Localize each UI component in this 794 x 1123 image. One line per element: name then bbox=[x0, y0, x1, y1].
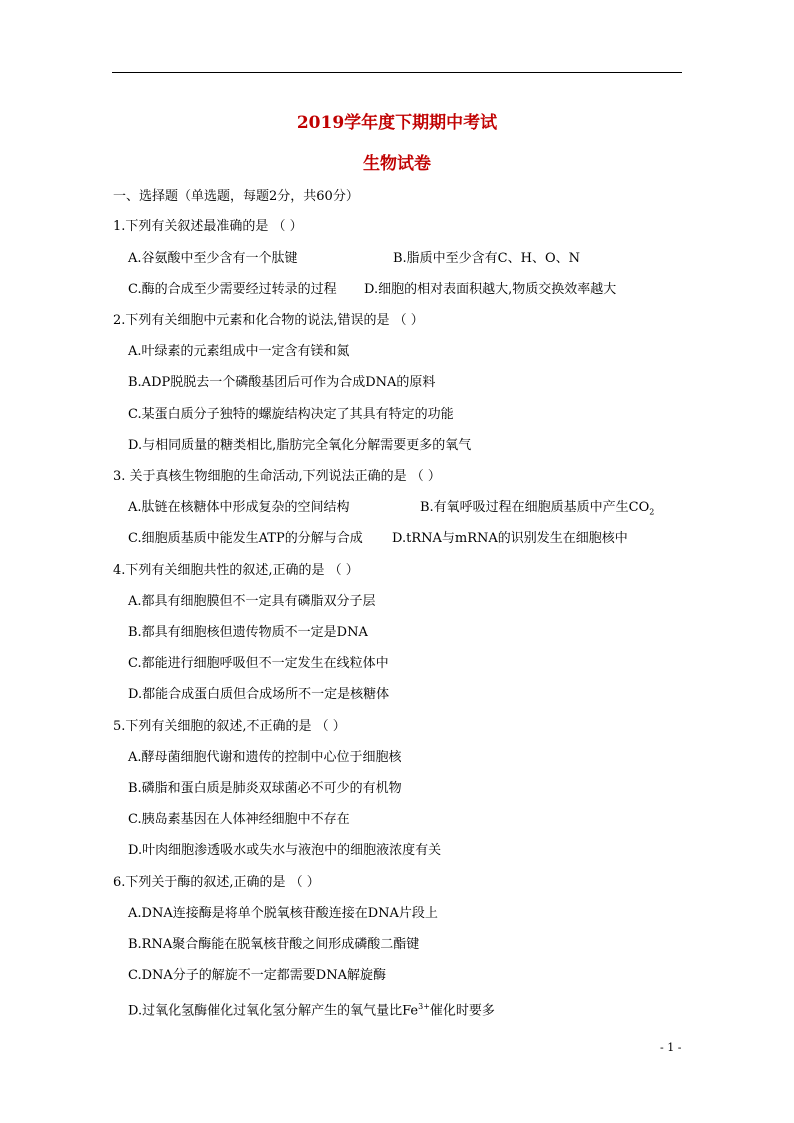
question-6-stem: 6.下列关于酶的叙述,正确的是 （ ） bbox=[113, 875, 320, 890]
question-1-stem: 1.下列有关叙述最准确的是 （ ） bbox=[113, 219, 303, 234]
question-3-option-c: C.细胞质基质中能发生ATP的分解与合成 bbox=[128, 531, 363, 546]
co2-subscript: 2 bbox=[649, 507, 655, 517]
question-4-option-b: B.都具有细胞核但遗传物质不一定是DNA bbox=[128, 625, 368, 640]
question-6-option-d-pre: D.过氧化氢酶催化过氧化氢分解产生的氧气量比Fe bbox=[128, 1003, 419, 1019]
question-6-option-b: B.RNA聚合酶能在脱氧核苷酸之间形成磷酸二酯键 bbox=[128, 937, 420, 952]
question-6-option-c: C.DNA分子的解旋不一定都需要DNA解旋酶 bbox=[128, 968, 386, 983]
question-1-option-a: A.谷氨酸中至少含有一个肽键 bbox=[128, 251, 298, 266]
question-5-option-b: B.磷脂和蛋白质是肺炎双球菌必不可少的有机物 bbox=[128, 781, 402, 796]
question-6-option-d bbox=[128, 998, 495, 1020]
question-6-option-a: A.DNA连接酶是将单个脱氧核苷酸连接在DNA片段上 bbox=[128, 906, 438, 921]
question-5-option-c: C.胰岛素基因在人体神经细胞中不存在 bbox=[128, 812, 350, 827]
question-6-option-d-post: 催化时要多 bbox=[429, 1003, 495, 1019]
question-5-option-a: A.酵母菌细胞代谢和遗传的控制中心位于细胞核 bbox=[128, 750, 402, 765]
question-3-option-b bbox=[420, 499, 654, 522]
question-1-option-d: D.细胞的相对表面积越大,物质交换效率越大 bbox=[364, 282, 617, 297]
exam-title: 2019学年度下期期中考试 bbox=[296, 113, 498, 133]
question-2-stem: 2.下列有关细胞中元素和化合物的说法,错误的是 （ ） bbox=[113, 313, 424, 328]
question-2-option-a: A.叶绿素的元素组成中一定含有镁和氮 bbox=[128, 344, 350, 359]
question-4-option-d: D.都能合成蛋白质但合成场所不一定是核糖体 bbox=[128, 687, 390, 702]
page-number: - 1 - bbox=[660, 1041, 682, 1054]
question-4-option-a: A.都具有细胞膜但不一定具有磷脂双分子层 bbox=[128, 594, 376, 609]
question-3-option-d: D.tRNA与mRNA的识别发生在细胞核中 bbox=[392, 531, 628, 546]
header-rule bbox=[112, 72, 682, 73]
question-4-option-c: C.都能进行细胞呼吸但不一定发生在线粒体中 bbox=[128, 656, 389, 671]
question-3-option-b-text: B.有氧呼吸过程在细胞质基质中产生CO bbox=[420, 500, 650, 515]
question-5-stem: 5.下列有关细胞的叙述,不正确的是 （ ） bbox=[113, 719, 346, 734]
fe3-superscript: 3+ bbox=[418, 1002, 430, 1011]
question-3-stem: 3. 关于真核生物细胞的生命活动,下列说法正确的是 （ ） bbox=[113, 469, 441, 484]
question-3-option-a: A.肽链在核糖体中形成复杂的空间结构 bbox=[128, 500, 350, 515]
question-2-option-b: B.ADP脱脱去一个磷酸基团后可作为合成DNA的原料 bbox=[128, 375, 436, 390]
exam-subtitle: 生物试卷 bbox=[363, 154, 431, 174]
question-1-option-b: B.脂质中至少含有C、H、O、N bbox=[393, 251, 581, 266]
section-heading: 一、选择题（单选题，每题2分，共60分） bbox=[113, 189, 359, 204]
question-4-stem: 4.下列有关细胞共性的叙述,正确的是 （ ） bbox=[113, 563, 359, 578]
question-2-option-c: C.某蛋白质分子独特的螺旋结构决定了其具有特定的功能 bbox=[128, 407, 454, 422]
question-5-option-d: D.叶肉细胞渗透吸水或失水与液泡中的细胞液浓度有关 bbox=[128, 843, 442, 858]
question-2-option-d: D.与相同质量的糖类相比,脂肪完全氧化分解需要更多的氧气 bbox=[128, 438, 472, 453]
question-1-option-c: C.酶的合成至少需要经过转录的过程 bbox=[128, 282, 337, 297]
